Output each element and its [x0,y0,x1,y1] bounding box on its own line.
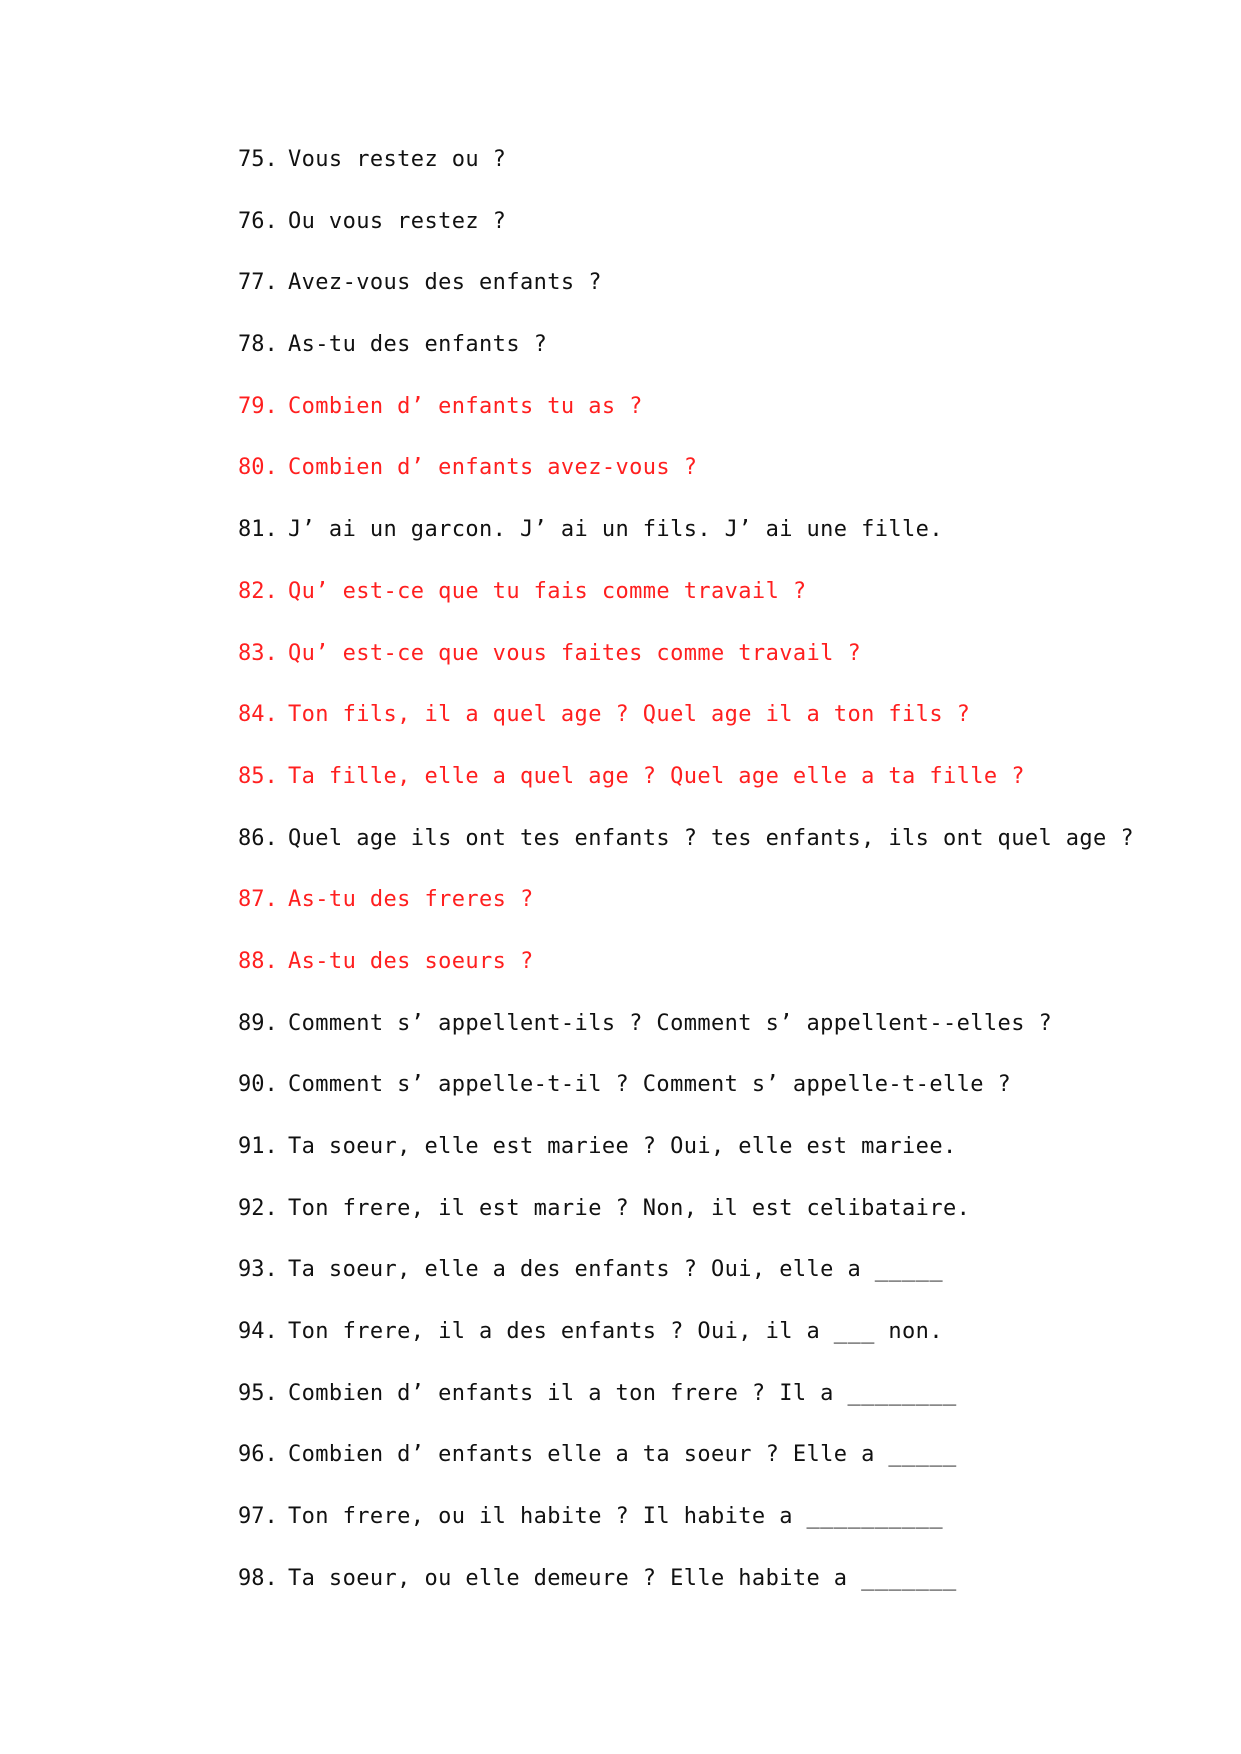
item-text: Ton frere, il est marie ? Non, il est celibataire. [288,1195,971,1221]
item-number: 82. [238,578,278,604]
item-number: 89. [238,1010,278,1036]
item-text: Vous restez ou ? [288,147,507,172]
item-number: 96. [238,1442,278,1468]
item-number: 95. [238,1380,278,1406]
item-text: Combien d’ enfants elle a ta soeur ? Elle a _____ [288,1442,957,1468]
item-number: 90. [238,1072,278,1098]
item-text: Comment s’ appellent-ils ? Comment s’ appellent--elles ? [288,1010,1053,1036]
item-text: Ton fils, il a quel age ? Quel age il a ton fils ? [288,702,971,728]
item-number: 98. [238,1565,278,1591]
item-number: 80. [238,455,278,481]
item-text: Combien d’ enfants tu as ? [288,393,643,419]
item-text: Ta fille, elle a quel age ? Quel age elle a ta fille ? [288,763,1025,789]
item-number: 93. [238,1257,278,1283]
item-text: As-tu des enfants ? [288,332,548,358]
item-text: Ta soeur, elle est mariee ? Oui, elle est mariee. [288,1134,957,1159]
item-number: 94. [238,1319,278,1345]
item-text: Ou vous restez ? [288,208,507,234]
item-text: Qu’ est-ce que vous faites comme travail ? [288,640,862,666]
item-text: Ton frere, ou il habite ? Il habite a __________ [288,1504,943,1530]
item-text: Ta soeur, elle a des enfants ? Oui, elle a _____ [288,1257,943,1283]
item-number: 86. [238,825,278,851]
item-number: 87. [238,887,278,913]
item-number: 91. [238,1134,278,1159]
item-number: 81. [238,517,278,543]
item-number: 75. [238,147,278,172]
item-text: Ton frere, il a des enfants ? Oui, il a ___ non. [288,1319,943,1345]
item-number: 77. [238,270,278,296]
item-number: 79. [238,393,278,419]
item-text: Qu’ est-ce que tu fais comme travail ? [288,578,807,604]
item-text: As-tu des soeurs ? [288,948,534,974]
item-number: 76. [238,208,278,234]
item-number: 83. [238,640,278,666]
item-number: 97. [238,1504,278,1530]
item-text: Combien d’ enfants avez-vous ? [288,455,698,481]
item-text: Comment s’ appelle-t-il ? Comment s’ appelle-t-elle ? [288,1072,1012,1098]
item-text: Ta soeur, ou elle demeure ? Elle habite a _______ [288,1565,957,1591]
item-number: 78. [238,332,278,358]
item-text: Combien d’ enfants il a ton frere ? Il a ________ [288,1380,957,1406]
item-text: As-tu des freres ? [288,887,534,913]
item-text: Avez-vous des enfants ? [288,270,602,296]
item-number: 85. [238,763,278,789]
item-number: 84. [238,702,278,728]
item-text: J’ ai un garcon. J’ ai un fils. J’ ai une fille. [288,517,943,543]
item-number: 88. [238,948,278,974]
item-number: 92. [238,1195,278,1221]
item-text: Quel age ils ont tes enfants ? tes enfants, ils ont quel age ? [288,825,1134,851]
